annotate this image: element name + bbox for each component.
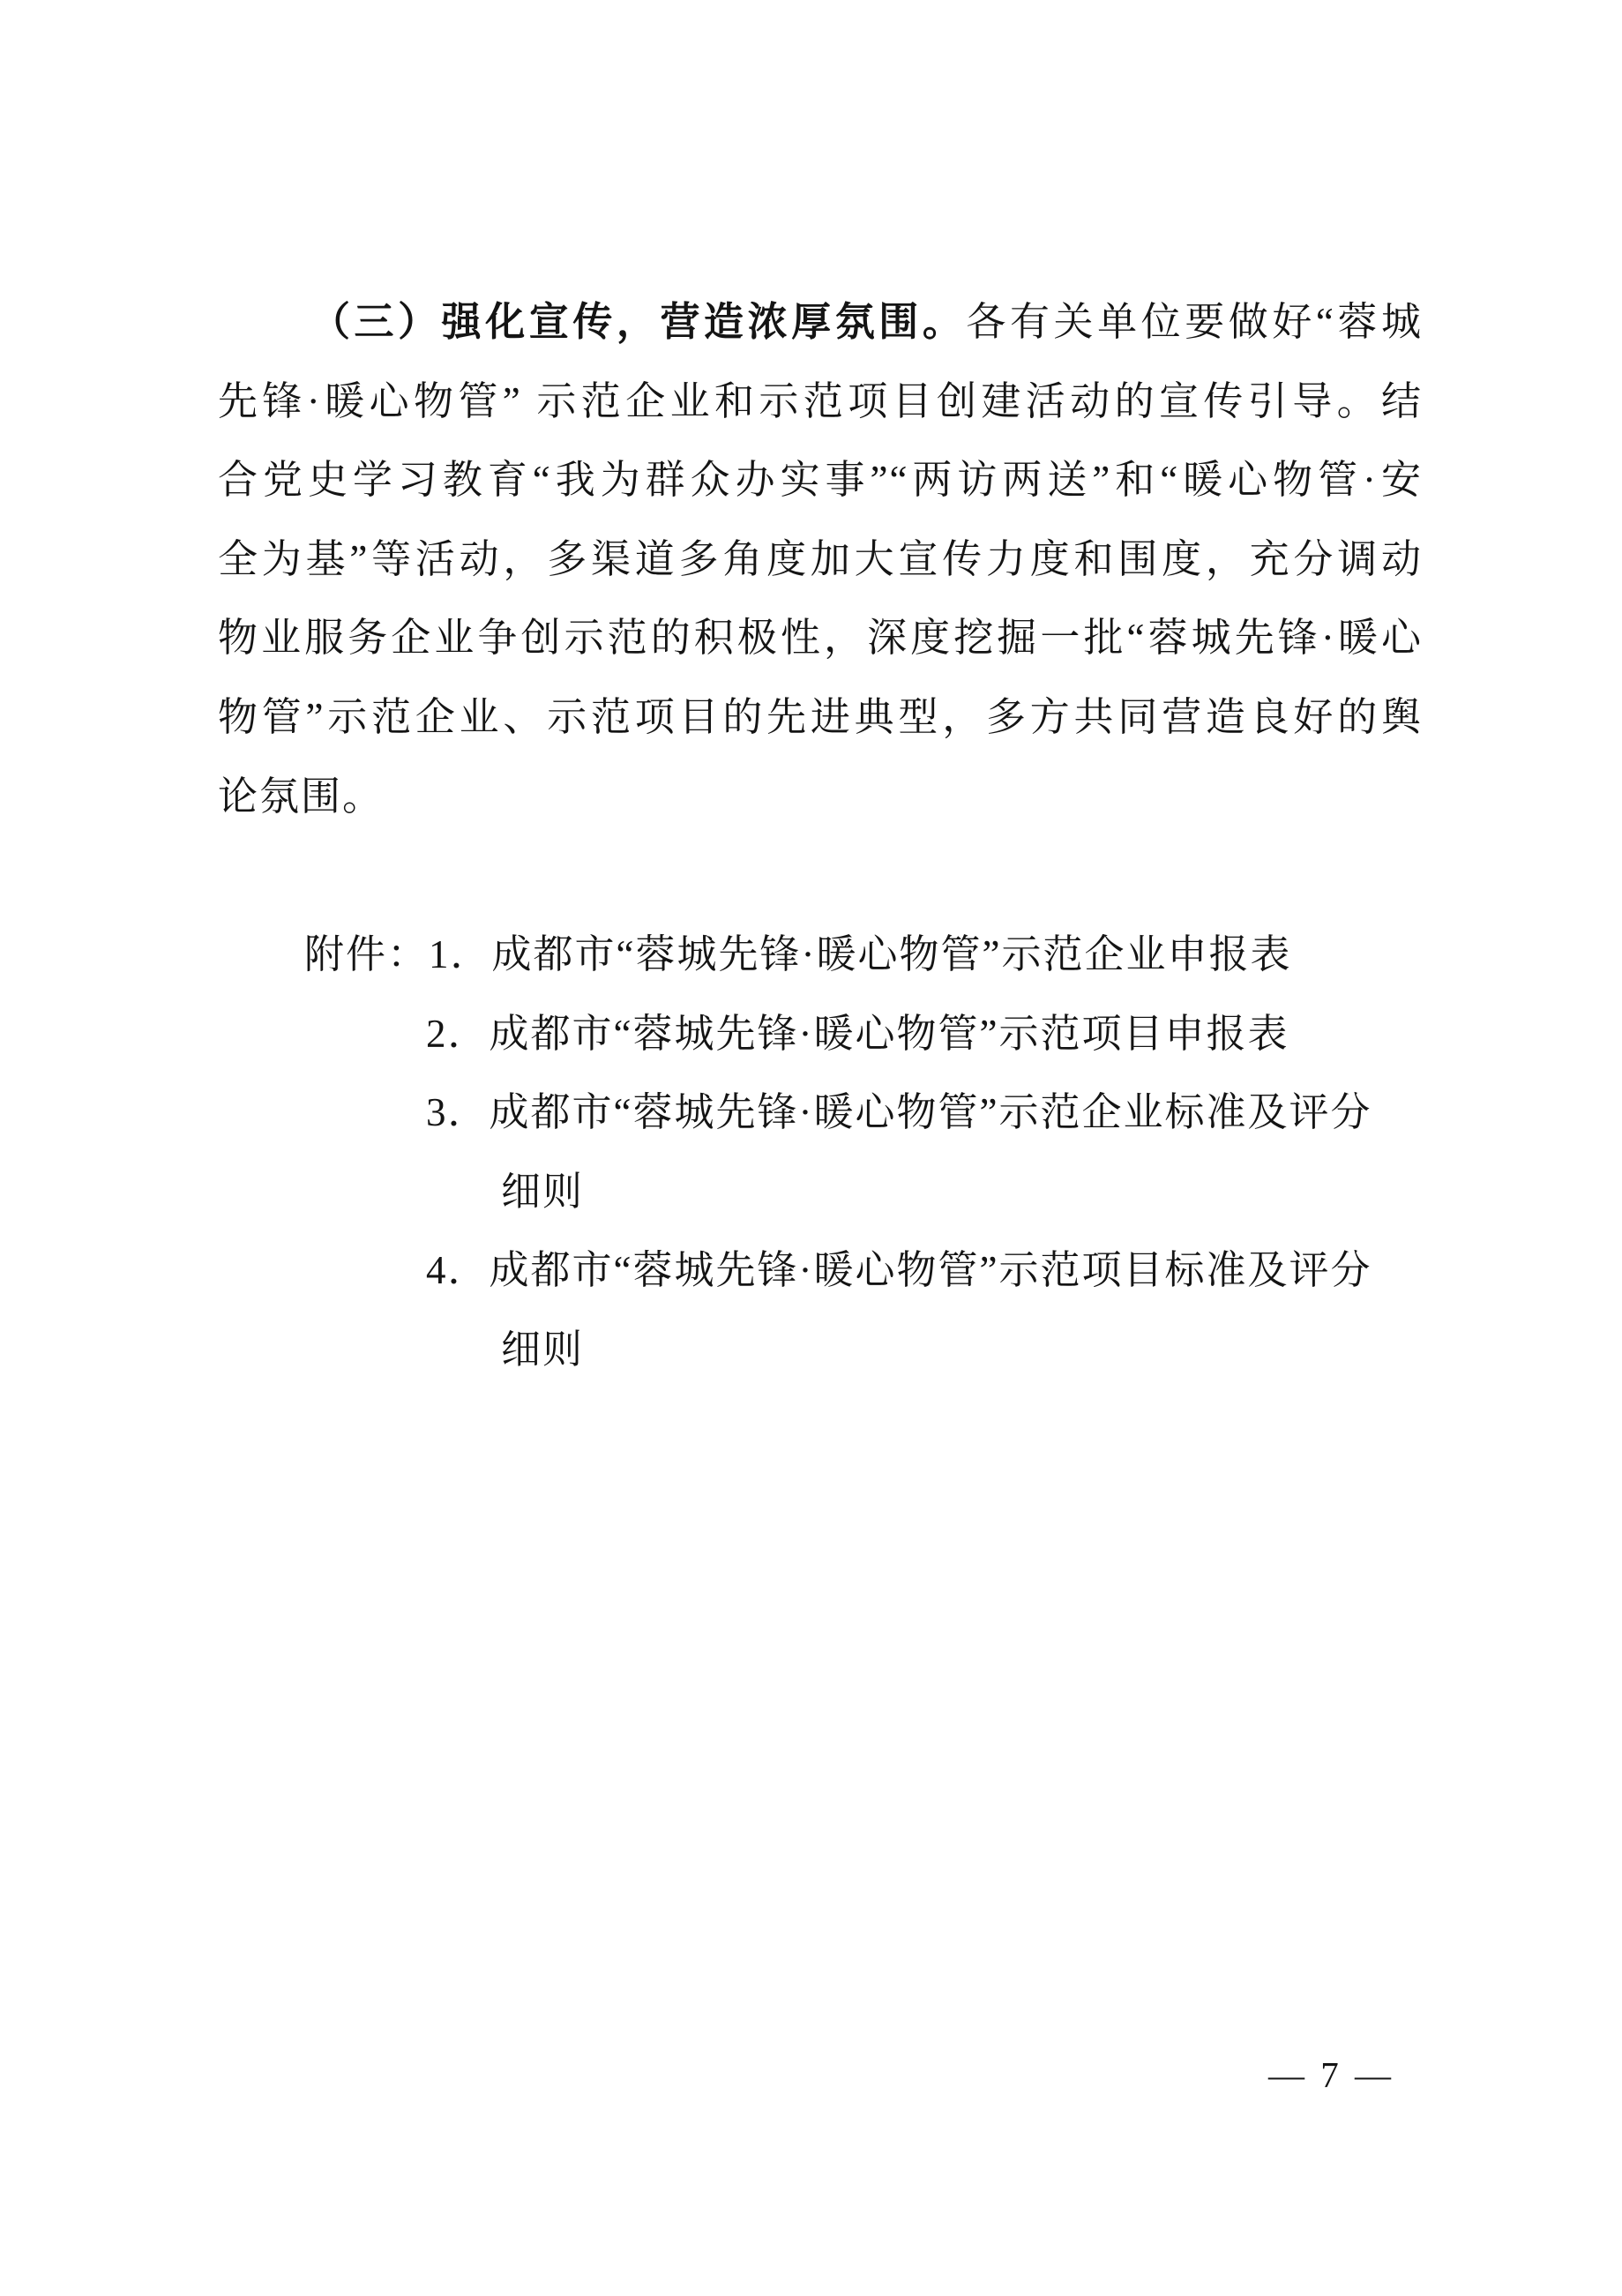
attachment-line bbox=[304, 1231, 1495, 1311]
paragraph-line-text: 各有关单位要做好“蓉城 bbox=[966, 300, 1423, 344]
paragraph-line: 全为基”等活动，多渠道多角度加大宣传力度和围度，充分调动 bbox=[218, 536, 1423, 581]
attachment-line bbox=[304, 1073, 1495, 1153]
attachment-continuation-line bbox=[304, 1153, 1495, 1232]
attachment-item-title: 成都市“蓉城先锋·暖心物管”示范企业申报表 bbox=[491, 932, 1292, 976]
attachment-item-title: 成都市“蓉城先锋·暖心物管”示范项目标准及评分 bbox=[489, 1248, 1372, 1293]
paragraph-section bbox=[218, 283, 1423, 836]
page-number: — 7 — bbox=[1268, 2054, 1394, 2095]
attachment-line bbox=[304, 995, 1495, 1074]
attachment-item-continuation: 细则 bbox=[501, 1327, 585, 1372]
attachment-item-number: 2． bbox=[426, 1011, 490, 1056]
paragraph-line: 合党史学习教育“我为群众办实事”“两访两送”和“暖心物管·安 bbox=[218, 458, 1423, 503]
paragraph-line: 物管”示范企业、示范项目的先进典型，多方共同营造良好的舆 bbox=[218, 694, 1423, 739]
attachment-item-continuation: 细则 bbox=[501, 1169, 585, 1214]
paragraph-line: 物业服务企业争创示范的积极性，深度挖掘一批“蓉城先锋·暖心 bbox=[218, 616, 1423, 661]
attachments-label: 附件： bbox=[304, 932, 430, 976]
attachment-continuation-line bbox=[304, 1311, 1495, 1390]
subsection-heading: （三）强化宣传，营造浓厚氛围。 bbox=[310, 300, 967, 344]
attachments-section bbox=[304, 916, 1495, 1390]
attachment-item-number: 3． bbox=[426, 1090, 490, 1135]
paragraph-line bbox=[218, 283, 1423, 363]
paragraph-line: 先锋·暖心物管” 示范企业和示范项目创建活动的宣传引导。结 bbox=[218, 378, 1423, 423]
attachment-item-number: 4． bbox=[426, 1248, 490, 1293]
paragraph-line: 论氛围。 bbox=[218, 774, 385, 819]
attachment-item-title: 成都市“蓉城先锋·暖心物管”示范项目申报表 bbox=[489, 1011, 1289, 1056]
attachment-item-title: 成都市“蓉城先锋·暖心物管”示范企业标准及评分 bbox=[489, 1090, 1372, 1135]
attachment-line bbox=[304, 916, 1495, 995]
attachment-item-number: 1． bbox=[429, 932, 492, 976]
